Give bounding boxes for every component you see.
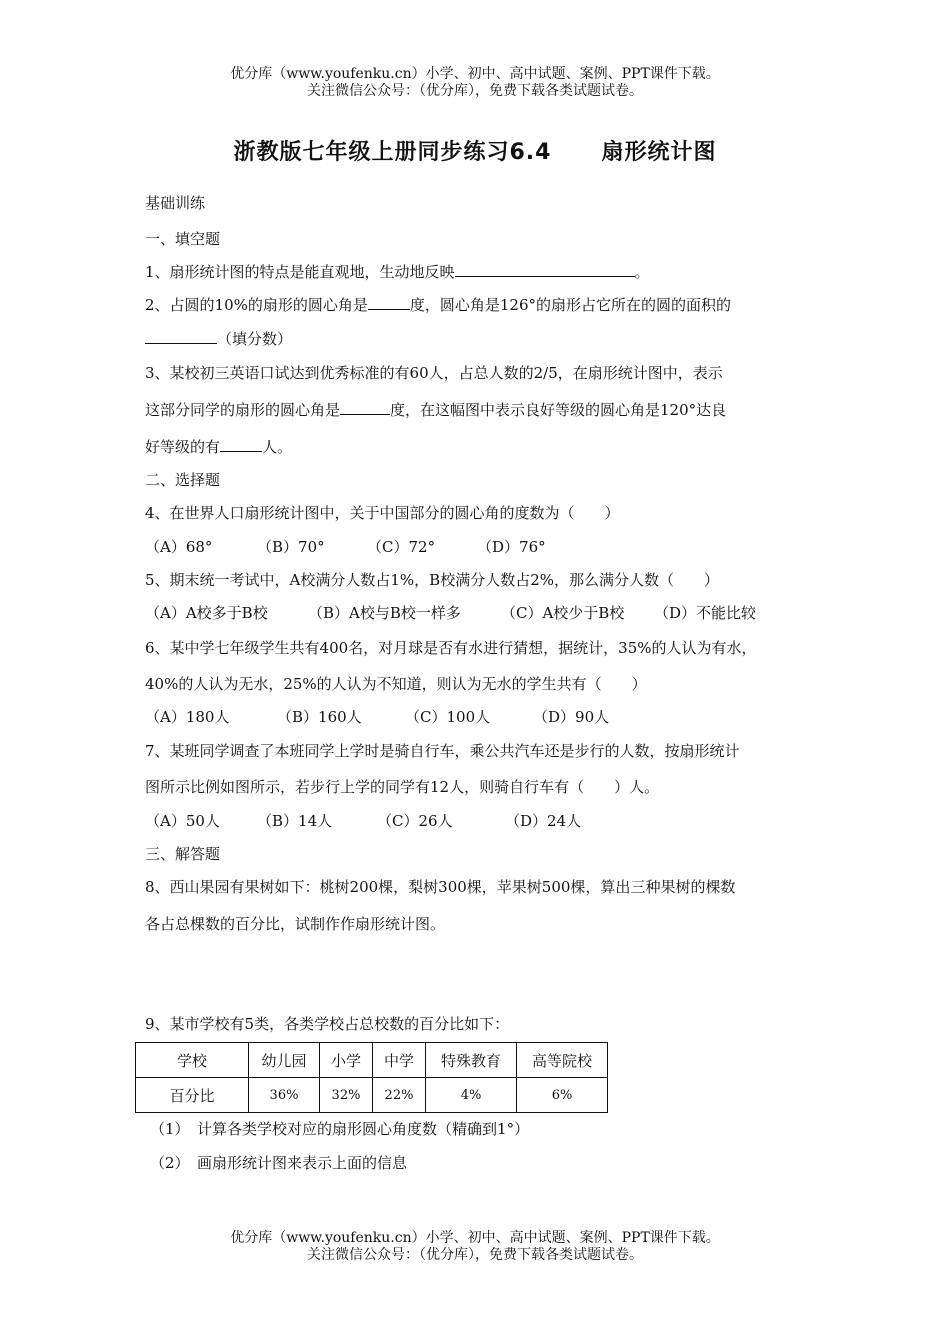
part-2-heading: 二、选择题 bbox=[145, 471, 221, 489]
footer-line-1: 优分库（www.youfenku.cn）小学、初中、高中试题、案例、PPT课件下载。 bbox=[230, 1230, 720, 1246]
part-3-heading: 三、解答题 bbox=[145, 845, 221, 863]
option-d: （D）76° bbox=[477, 538, 546, 556]
question-8-line-1: 8、西山果园有果树如下：桃树200棵，梨树300棵，苹果树500棵，算出三种果树的棵数 bbox=[145, 878, 736, 896]
question-5-options bbox=[145, 602, 756, 623]
title-right: 扇形统计图 bbox=[601, 140, 717, 165]
answer-blank bbox=[455, 262, 635, 277]
question-7-options bbox=[145, 810, 581, 831]
question-2-line-2: （填分数） bbox=[145, 328, 292, 349]
table-row bbox=[136, 1043, 608, 1078]
option-c: （C）A校少于B校 bbox=[501, 604, 625, 622]
option-b: （B）70° bbox=[257, 538, 325, 556]
option-a: （A）180人 bbox=[145, 708, 230, 726]
table-cell: 4% bbox=[426, 1078, 517, 1113]
section-label: 基础训练 bbox=[145, 194, 206, 212]
question-3-line-2: 这部分同学的扇形的圆心角是 度，在这幅图中表示良好等级的圆心角是120°达良 bbox=[145, 401, 727, 419]
table-header-cell: 特殊教育 bbox=[426, 1043, 517, 1078]
option-a: （A）A校多于B校 bbox=[145, 604, 268, 622]
title-left: 浙教版七年级上册同步练习6.4 bbox=[233, 140, 552, 165]
table-header-cell: 小学 bbox=[320, 1043, 373, 1078]
table-header-cell: 高等院校 bbox=[517, 1043, 608, 1078]
option-c: （C）26人 bbox=[377, 812, 453, 830]
answer-blank bbox=[145, 329, 217, 344]
option-a: （A）68° bbox=[145, 538, 213, 556]
question-9-sub-1: （1） 计算各类学校对应的扇形圆心角度数（精确到1°） bbox=[150, 1120, 530, 1138]
table-header-cell: 中学 bbox=[373, 1043, 426, 1078]
option-b: （B）160人 bbox=[277, 708, 362, 726]
table-cell: 6% bbox=[517, 1078, 608, 1113]
question-4: 4、在世界人口扇形统计图中，关于中国部分的圆心角的度数为（ ） bbox=[145, 504, 620, 522]
option-b: （B）A校与B校一样多 bbox=[308, 604, 461, 622]
question-6-options bbox=[145, 706, 609, 727]
question-8-line-2: 各占总棵数的百分比，试制作作扇形统计图。 bbox=[145, 915, 446, 933]
option-c: （C）72° bbox=[367, 538, 436, 556]
option-a: （A）50人 bbox=[145, 812, 220, 830]
question-7-line-2: 图所示比例如图所示，若步行上学的同学有12人，则骑自行车有（ ）人。 bbox=[145, 778, 660, 796]
table-row bbox=[136, 1078, 608, 1113]
option-d: （D）不能比较 bbox=[654, 604, 757, 622]
table-cell: 百分比 bbox=[136, 1078, 249, 1113]
question-7-line-1: 7、某班同学调查了本班同学上学时是骑自行车，乘公共汽车还是步行的人数，按扇形统计 bbox=[145, 742, 740, 760]
option-b: （B）14人 bbox=[257, 812, 333, 830]
table-header-cell: 学校 bbox=[136, 1043, 249, 1078]
question-9: 9、某市学校有5类，各类学校占总校数的百分比如下： bbox=[145, 1015, 510, 1033]
question-6-line-1: 6、某中学七年级学生共有400名，对月球是否有水进行猜想，据统计，35%的人认为有水， bbox=[145, 639, 757, 657]
header-line-1: 优分库（www.youfenku.cn）小学、初中、高中试题、案例、PPT课件下载。 bbox=[230, 66, 720, 82]
option-d: （D）90人 bbox=[533, 708, 610, 726]
table-header-cell: 幼儿园 bbox=[249, 1043, 320, 1078]
page-header bbox=[0, 66, 950, 100]
question-2-line-1: 2、占圆的10%的扇形的圆心角是 度，圆心角是126°的扇形占它所在的圆的面积的 bbox=[145, 296, 732, 314]
school-percent-table bbox=[135, 1042, 608, 1113]
question-4-options bbox=[145, 536, 546, 557]
option-c: （C）100人 bbox=[405, 708, 491, 726]
question-6-line-2: 40%的人认为无水，25%的人认为不知道，则认为无水的学生共有（ ） bbox=[145, 675, 647, 693]
question-9-sub-2: （2） 画扇形统计图来表示上面的信息 bbox=[150, 1154, 408, 1172]
answer-blank bbox=[340, 400, 390, 415]
header-line-2: 关注微信公众号：（优分库），免费下载各类试题试卷。 bbox=[307, 83, 643, 99]
table-cell: 32% bbox=[320, 1078, 373, 1113]
page-footer bbox=[0, 1230, 950, 1264]
table-cell: 22% bbox=[373, 1078, 426, 1113]
question-1: 1、扇形统计图的特点是能直观地，生动地反映 。 bbox=[145, 263, 650, 281]
table-cell: 36% bbox=[249, 1078, 320, 1113]
question-3-line-3: 好等级的有 人。 bbox=[145, 438, 293, 456]
answer-blank bbox=[368, 295, 410, 310]
footer-line-2: 关注微信公众号：（优分库），免费下载各类试题试卷。 bbox=[307, 1247, 643, 1263]
part-1-heading: 一、填空题 bbox=[145, 230, 221, 248]
option-d: （D）24人 bbox=[505, 812, 582, 830]
question-5: 5、期末统一考试中，A校满分人数占1%，B校满分人数占2%，那么满分人数（ ） bbox=[145, 571, 719, 589]
question-3-line-1: 3、某校初三英语口试达到优秀标准的有60人，占总人数的2/5，在扇形统计图中，表示 bbox=[145, 364, 723, 382]
page-title bbox=[0, 135, 950, 166]
answer-blank bbox=[220, 437, 262, 452]
